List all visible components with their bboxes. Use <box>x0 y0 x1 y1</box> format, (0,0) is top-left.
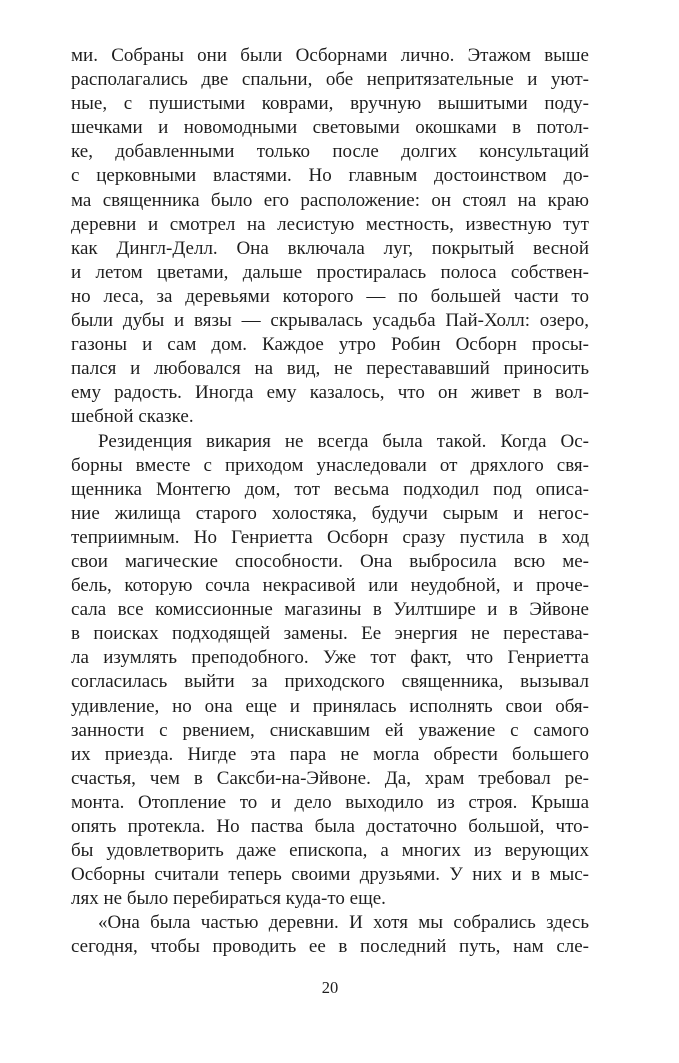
text-line: и летом цветами, дальше простиралась полоса собствен- <box>71 261 589 283</box>
text-line: счастья, чем в Саксби-на-Эйвоне. Да, храм требовал ре- <box>71 767 589 789</box>
text-line: пался и любовался на вид, не перестававший приносить <box>71 358 589 380</box>
text-line: свои магические способности. Она выбросила всю ме- <box>71 550 589 572</box>
text-line: шебной сказке. <box>71 406 194 428</box>
text-line: сала все комиссионные магазины в Уилтшире и в Эйвоне <box>71 599 589 621</box>
text-line: бель, которую сочла некрасивой или неудобной, и проче- <box>71 575 589 597</box>
text-line: ми. Собраны они были Осборнами лично. Этажом выше <box>71 45 589 66</box>
text-line: лях не было перебираться куда-то еще. <box>71 888 386 910</box>
paragraph <box>71 911 589 959</box>
text-line: ему радость. Иногда ему казалось, что он живет в вол- <box>71 382 589 404</box>
paragraph <box>71 430 589 912</box>
text-line: сегодня, чтобы проводить ее в последний путь, нам сле- <box>71 936 589 958</box>
text-line: в поисках подходящей замены. Ее энергия не перестава- <box>71 623 589 645</box>
text-line: удивление, но она еще и принялась исполнять свои обя- <box>71 695 589 717</box>
text-line: Осборны считали теперь своими друзьями. У них и в мыс- <box>71 864 589 886</box>
text-line: ные, с пушистыми коврами, вручную вышитыми поду- <box>71 93 589 115</box>
text-line: «Она была частью деревни. И хотя мы собрались здесь <box>98 912 589 934</box>
text-line: были дубы и вязы — скрывалась усадьба Пай-Холл: озеро, <box>71 310 589 332</box>
text-line: ние жилища старого холостяка, будучи сырым и негос- <box>71 502 589 524</box>
text-line: щенника Монтегю дом, тот весьма подходил под описа- <box>71 478 589 500</box>
paragraph <box>71 44 589 430</box>
text-line: ла изумлять преподобного. Уже тот факт, что Генриетта <box>71 647 589 669</box>
text-line: деревни и смотрел на лесистую местность, известную тут <box>71 213 589 235</box>
text-line: опять протекла. Но паства была достаточно большой, что- <box>71 816 589 837</box>
text-line: газоны и сам дом. Каждое утро Робин Осборн просы- <box>71 334 589 356</box>
text-line: монта. Отопление то и дело выходило из строя. Крыша <box>71 791 589 813</box>
text-line: их приезда. Нигде эта пара не могла обрести большего <box>71 743 589 765</box>
text-line: с церковными властями. Но главным достоинством до- <box>71 165 589 187</box>
text-line: располагались две спальни, обе непритязательные и уют- <box>71 69 589 91</box>
text-line: Резиденция викария не всегда была такой. Когда Ос- <box>98 430 589 452</box>
text-line: бы удовлетворить даже епископа, а многих из верующих <box>71 840 589 862</box>
text-line: согласилась выйти за приходского священника, вызывал <box>71 671 589 693</box>
text-line: как Дингл-Делл. Она включала луг, покрытый весной <box>71 237 589 259</box>
page-number: 20 <box>321 978 339 997</box>
page-text <box>71 44 589 960</box>
text-line: шечками и новомодными световыми окошками в потол- <box>71 117 589 139</box>
text-line: но леса, за деревьями которого — по большей части то <box>71 285 589 307</box>
text-line: ма священника было его расположение: он стоял на краю <box>71 189 589 211</box>
text-line: теприимным. Но Генриетта Осборн сразу пустила в ход <box>71 526 589 548</box>
text-line: занности с рвением, снискавшим ей уважение с самого <box>71 719 589 741</box>
text-line: ке, добавленными только после долгих консультаций <box>71 141 589 163</box>
text-line: борны вместе с приходом унаследовали от дряхлого свя- <box>71 454 589 476</box>
